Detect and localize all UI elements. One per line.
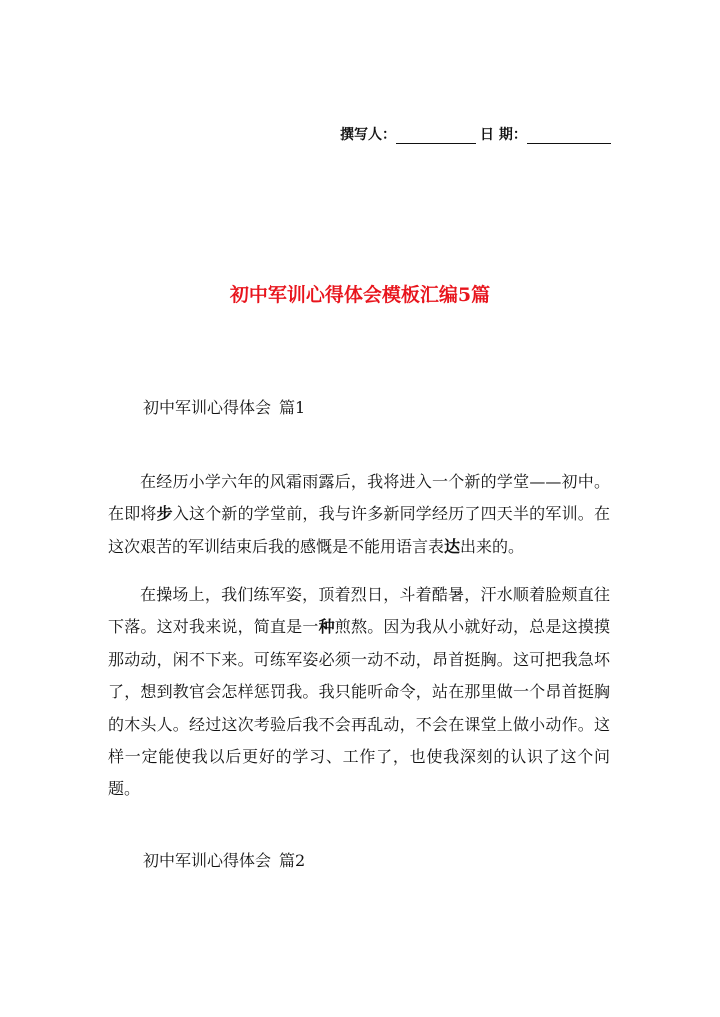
section-heading-2 [143, 850, 305, 872]
bold-char: 种 [318, 617, 335, 637]
section-number: 篇1 [279, 398, 306, 417]
section-heading-1 [143, 397, 305, 419]
author-label: 撰写人： [340, 127, 396, 143]
paragraph-text: 在经历小学六年的风霜雨露后，我将进入一个新的学堂——初中。在即将 [108, 472, 610, 524]
bold-char: 达 [444, 536, 461, 556]
paragraph-2 [108, 579, 610, 806]
paragraph-text: 在操场上，我们练军姿，顶着烈日，斗着酷暑，汗水顺着脸颊直往下落。这对我来说，简直是一 [108, 585, 610, 637]
paragraph-text: 入这个新的学堂前，我与许多新同学经历了四天半的军训。在这次艰苦的军训结束后我的感慨是不能用语言表 [108, 504, 610, 556]
paragraph-text: 出来的。 [460, 536, 525, 556]
paragraph-1 [108, 466, 610, 563]
section-heading-text: 初中军训心得体会 [143, 851, 272, 870]
author-date-line [340, 126, 620, 144]
author-blank [396, 129, 476, 144]
date-blank [527, 129, 611, 144]
paragraph-text: 煎熬。因为我从小就好动，总是这摸摸那动动，闲不下来。可练军姿必须一动不动，昂首挺胸。这可把我急坏了，想到教官会怎样惩罚我。我只能听命令，站在那里做一个昂首挺胸的木头人。经过这次考验后我不会再乱动，不会在课堂上做小动作。这样一定能使我以后更好的学习、工作了，也使我深刻的认识了这个问题。 [108, 617, 610, 799]
section-heading-text: 初中军训心得体会 [143, 398, 272, 417]
date-label: 日 期： [480, 127, 527, 143]
document-title: 初中军训心得体会模板汇编5篇 [229, 284, 491, 306]
section-number: 篇2 [279, 851, 306, 870]
bold-char: 步 [156, 504, 173, 524]
